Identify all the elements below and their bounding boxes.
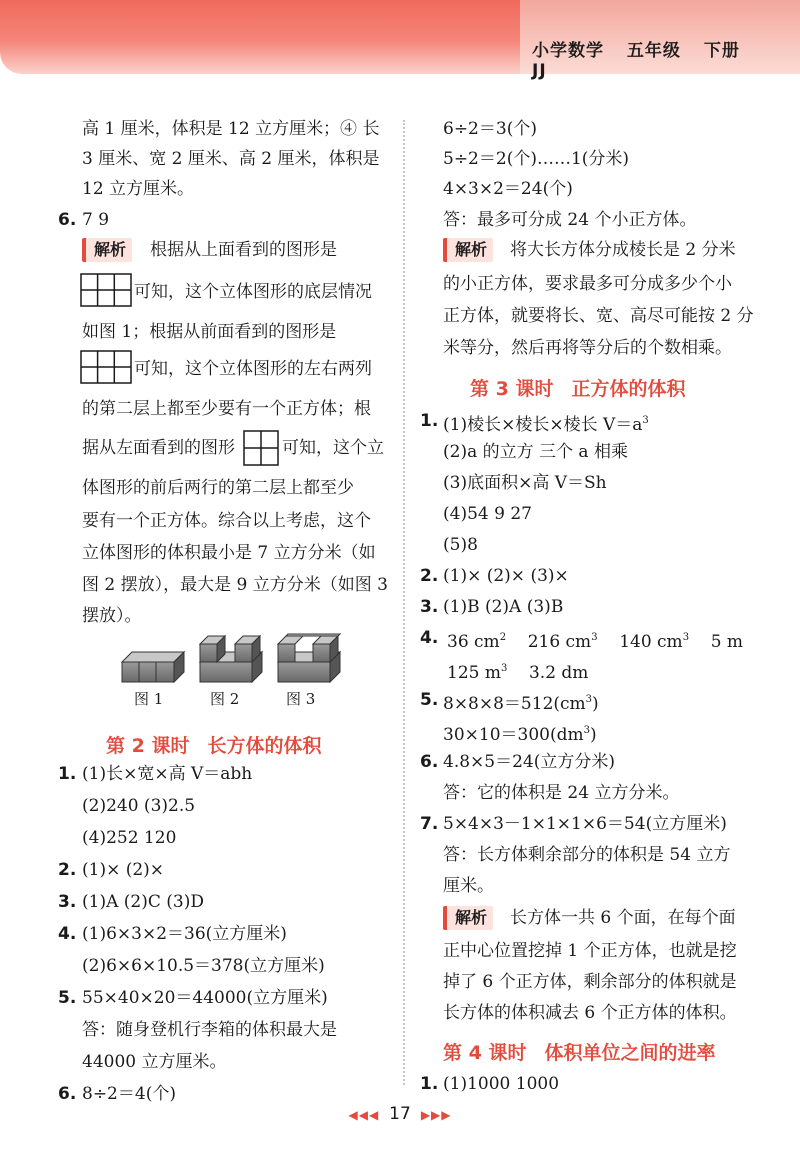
l3-q4-number: 4.: [420, 628, 439, 648]
l3-q1-line-5: (5)8: [443, 535, 478, 555]
left-line-1: 高 1 厘米，体积是 12 立方厘米；④ 长: [82, 119, 380, 139]
lesson-3-heading: [470, 374, 703, 401]
l3-q7-number: 7.: [420, 814, 439, 834]
l3-q5-line-2: [443, 719, 597, 747]
l2-q4-number: 4.: [58, 924, 77, 944]
l3-q5-line-1-close: ): [592, 694, 599, 714]
l3-q3-number: 3.: [420, 597, 439, 617]
right-analysis-line-3: 正方体，就要将长、宽、高尽可能按 2 分: [443, 306, 754, 326]
analysis-line-5: 的第二层上都至少要有一个正方体；根: [82, 399, 371, 419]
right-analysis2-line-3: 掉了 6 个正方体，剩余部分的体积就是: [443, 972, 737, 992]
l3-q1-line-1-text: (1)棱长×棱长×棱长 V＝a: [443, 415, 643, 435]
l3-q7-line-2: 答：长方体剩余部分的体积是 54 立方: [443, 845, 731, 865]
right-analysis-line-4: 米等分，然后再将等分后的个数相乘。: [443, 338, 732, 358]
l3-q1-line-4: (4)54 9 27: [443, 504, 532, 524]
analysis-line-8: 要有一个正方体。综合以上考虑，这个: [82, 511, 371, 531]
l2-q3-number: 3.: [58, 892, 77, 912]
l2-q1-line-3: (4)252 120: [82, 828, 177, 848]
l2-q5-line-2: 答：随身登机行李箱的体积最大是: [82, 1020, 337, 1040]
l3-q5-line-2-close: ): [589, 725, 597, 745]
left-view-grid-icon: [243, 430, 279, 466]
l4-q1-line-1: (1)1000 1000: [443, 1074, 560, 1094]
figure-1-cubes: [122, 652, 184, 682]
l3-q4-val-b: 216 cm: [527, 632, 592, 652]
analysis-line-7: 体图形的前后两行的第二层上都至少: [82, 478, 354, 498]
l3-q4-line-1: [447, 626, 743, 654]
right-analysis-line-1: 将大长方体分成棱长是 2 分米: [510, 240, 736, 260]
l2-q2-answer: (1)× (2)×: [82, 860, 165, 880]
lesson-4-title: 体积单位之间的进率: [544, 1042, 716, 1064]
l3-q4-val-a: 36 cm: [447, 632, 500, 652]
cube-figures: [118, 632, 348, 688]
page-number: 17: [389, 1104, 411, 1124]
l3-q2-number: 2.: [420, 566, 439, 586]
l3-q6-line-1: 4.8×5＝24(立方分米): [443, 752, 615, 772]
analysis-tag-right-2: 解析: [443, 906, 493, 930]
right-line-3: 4×3×2＝24(个): [443, 179, 573, 199]
page-footer: [340, 1104, 460, 1124]
analysis-line-6a: 据从左面看到的图形: [82, 438, 235, 458]
l2-q2-number: 2.: [58, 860, 77, 880]
right-analysis-line-2: 的小正方体，要求最多可分成多少个小: [443, 274, 732, 294]
l3-q5-line-1-text: 8×8×8＝512(cm: [443, 694, 586, 714]
figure-3-caption: 图 3: [286, 690, 316, 708]
analysis-tag: 解析: [82, 238, 132, 262]
l2-q4-line-1: (1)6×3×2＝36(立方厘米): [82, 924, 287, 944]
l3-q1-line-3: (3)底面积×高 V＝Sh: [443, 473, 607, 493]
analysis-line-1: 根据从上面看到的图形是: [150, 240, 337, 260]
l3-q6-number: 6.: [420, 752, 439, 772]
l3-q5-sup-2: 3: [583, 725, 590, 736]
l3-q1-line-1: [443, 409, 649, 437]
lesson-2-heading: [106, 731, 339, 758]
l2-q6-line-1: 8÷2＝4(个): [82, 1084, 176, 1104]
right-analysis2-line-2: 正中心位置挖掉 1 个正方体，也就是挖: [443, 941, 737, 961]
right-line-1: 6÷2＝3(个): [443, 119, 537, 139]
lesson-2-title: 长方体的体积: [207, 735, 322, 757]
l3-q4-sup-e: 3: [500, 663, 508, 674]
header-volume: 下册: [703, 41, 740, 61]
l3-q5-sup-1: 3: [585, 694, 593, 705]
column-divider: [403, 120, 405, 1085]
header-info: [532, 36, 792, 81]
l2-q4-line-2: (2)6×6×10.5＝378(立方厘米): [82, 956, 325, 976]
analysis-tag-right: 解析: [443, 238, 493, 262]
l3-q5-line-1: [443, 688, 599, 716]
l2-q1-number: 1.: [58, 764, 77, 784]
header-subject: 小学数学: [532, 41, 604, 61]
analysis-line-11: 摆放）。: [82, 606, 142, 626]
l4-q1-number: 1.: [420, 1074, 439, 1094]
lesson-4-number: 第 4 课时: [443, 1042, 527, 1064]
l3-q4-val-c: 140 cm: [619, 632, 683, 652]
analysis-line-9: 立体图形的体积最小是 7 立方分米（如: [82, 543, 376, 563]
left-line-3: 12 立方厘米。: [82, 179, 195, 199]
right-analysis2-line-4: 长方体的体积减去 6 个正方体的体积。: [443, 1003, 737, 1023]
top-view-grid-icon: [80, 273, 132, 307]
left-line-2: 3 厘米、宽 2 厘米、高 2 厘米，体积是: [82, 149, 380, 169]
l3-q4-sup-b: 3: [591, 632, 598, 643]
header-grade: 五年级: [626, 41, 681, 61]
figure-2-caption: 图 2: [210, 690, 240, 708]
l3-q1-line-2: (2)a 的立方 三个 a 相乘: [443, 442, 628, 462]
right-arrows-icon: ▶▶▶: [420, 1108, 452, 1122]
analysis-line-3: 如图 1；根据从前面看到的图形是: [82, 322, 337, 342]
analysis-line-10: 图 2 摆放），最大是 9 立方分米（如图 3: [82, 575, 388, 595]
figure-1-caption: 图 1: [134, 690, 164, 708]
l3-q1-number: 1.: [420, 411, 439, 431]
l2-q5-line-3: 44000 立方厘米。: [82, 1052, 227, 1072]
figure-2-cubes: [200, 636, 262, 682]
l3-q3-answer: (1)B (2)A (3)B: [443, 597, 564, 617]
left-arrows-icon: ◀◀◀: [348, 1108, 380, 1122]
front-view-grid-icon: [80, 350, 132, 384]
figure-3-cubes: [278, 634, 340, 682]
l3-q5-line-2-text: 30×10＝300(dm: [443, 725, 584, 745]
lesson-2-number: 第 2 课时: [106, 735, 190, 757]
analysis-line-4: 可知，这个立体图形的左右两列: [134, 359, 372, 379]
l3-q4-val-d: 5 m: [710, 632, 744, 652]
l2-q1-line-2: (2)240 (3)2.5: [82, 796, 196, 816]
lesson-4-heading: [443, 1038, 733, 1065]
lesson-3-number: 第 3 课时: [470, 378, 554, 400]
analysis-line-6b: 可知，这个立: [282, 438, 384, 458]
right-analysis2-line-1: 长方体一共 6 个面，在每个面: [510, 908, 736, 928]
l2-q5-number: 5.: [58, 988, 77, 1008]
l3-q4-sup-c: 3: [682, 632, 690, 643]
l3-q4-sup-a: 2: [499, 632, 507, 643]
header-edition: JJ: [532, 61, 547, 81]
analysis-line-2: 可知，这个立体图形的底层情况: [134, 282, 372, 302]
l3-q6-line-2: 答：它的体积是 24 立方分米。: [443, 783, 680, 803]
right-line-2: 5÷2＝2(个)……1(分米): [443, 149, 630, 169]
lesson-3-title: 正方体的体积: [571, 378, 686, 400]
l3-q2-answer: (1)× (2)× (3)×: [443, 566, 569, 586]
l3-q4-val-e: 125 m: [447, 663, 501, 683]
l3-q7-line-3: 厘米。: [443, 876, 494, 896]
right-line-4: 答：最多可分成 24 个小正方体。: [443, 210, 697, 230]
l2-q3-answer: (1)A (2)C (3)D: [82, 892, 204, 912]
question-number-6: 6.: [58, 210, 77, 230]
l2-q1-line-1: (1)长×宽×高 V＝abh: [82, 764, 253, 784]
l3-q5-number: 5.: [420, 690, 439, 710]
l3-q4-line-2: [447, 657, 588, 685]
q6-answer: 7 9: [82, 210, 110, 230]
l2-q6-number: 6.: [58, 1084, 77, 1104]
l3-q4-val-f: 3.2 dm: [528, 663, 589, 683]
l3-q7-line-1: 5×4×3－1×1×1×6＝54(立方厘米): [443, 814, 727, 834]
l3-q1-exponent: 3: [642, 415, 649, 426]
l2-q5-line-1: 55×40×20＝44000(立方厘米): [82, 988, 328, 1008]
